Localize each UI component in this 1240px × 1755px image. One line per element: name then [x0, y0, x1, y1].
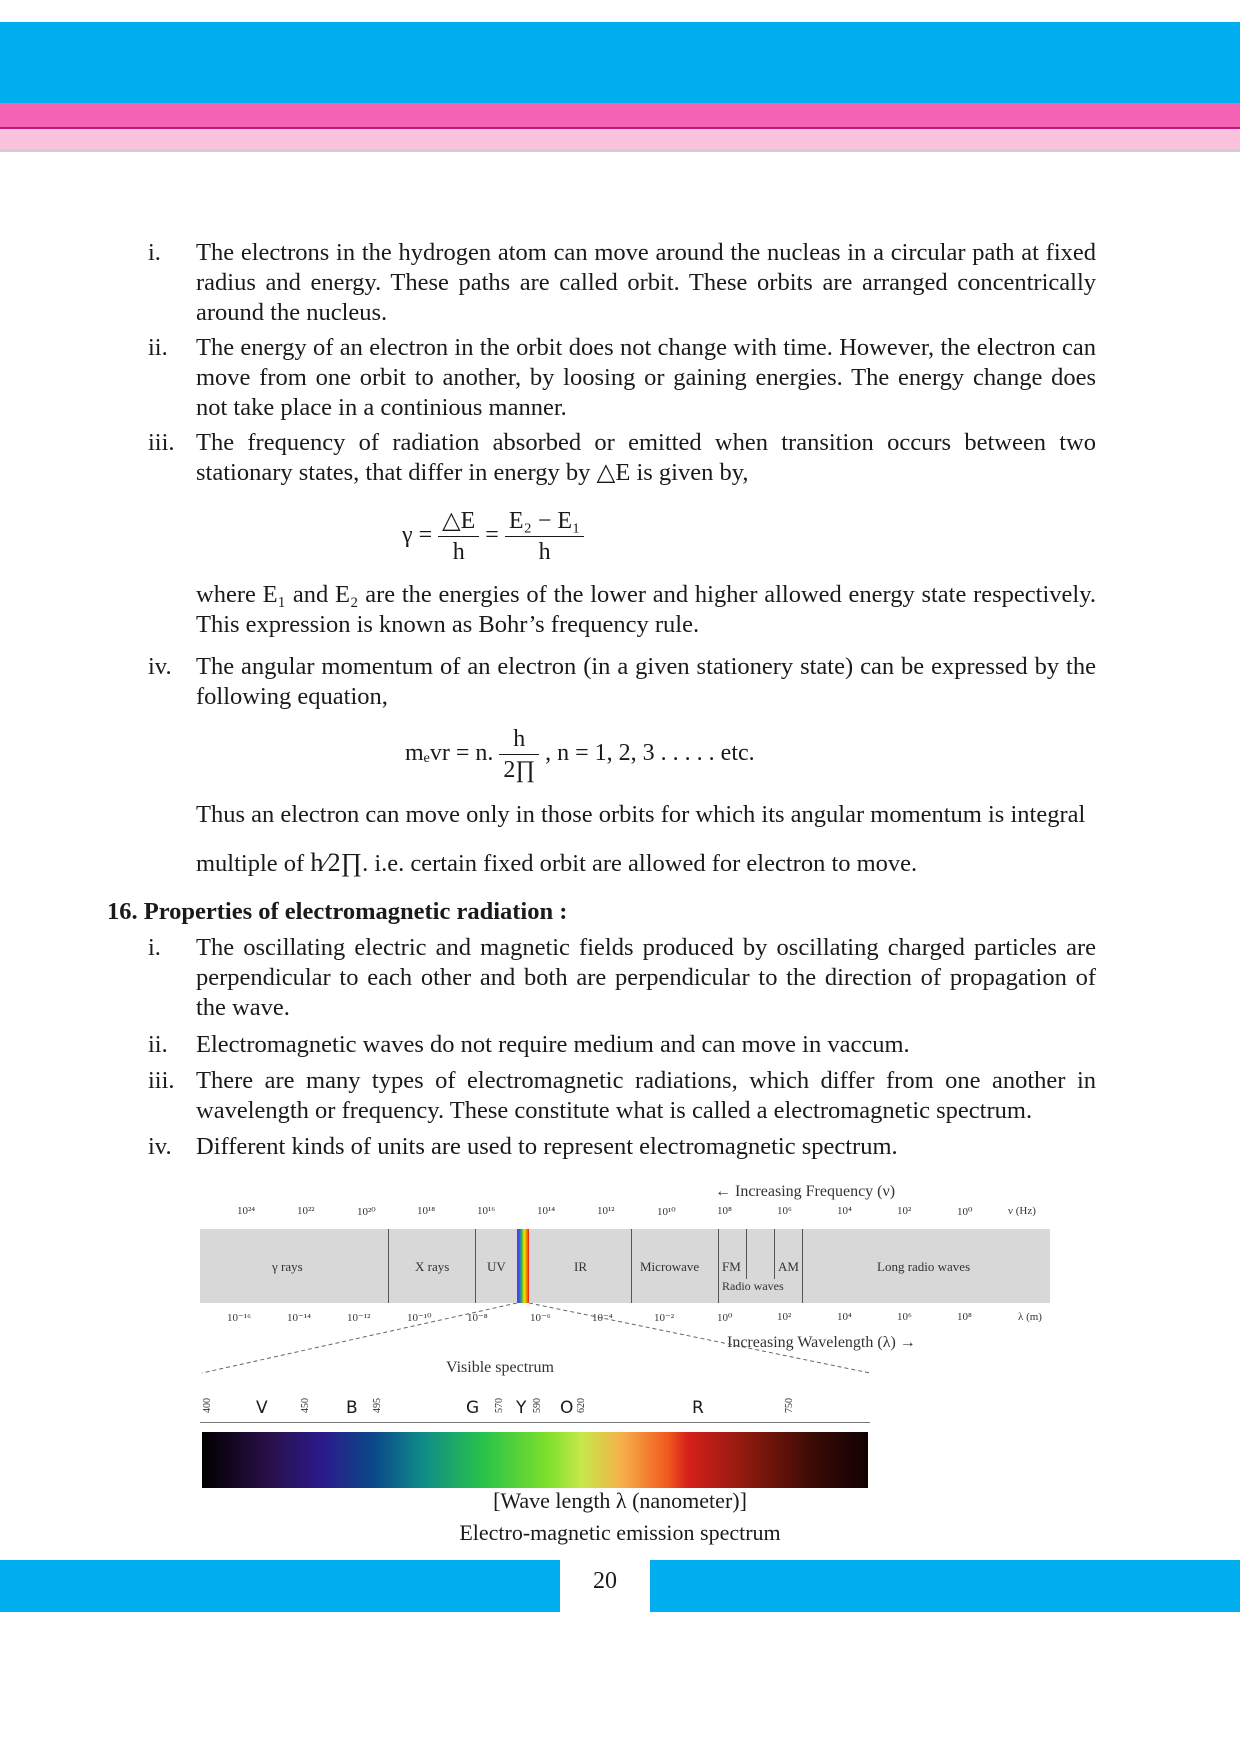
freq-tick: 10⁶	[777, 1205, 792, 1217]
nm-tick: 400	[202, 1398, 213, 1413]
wave-tick: 10⁻⁴	[592, 1312, 613, 1324]
spectrum-band	[200, 1229, 1050, 1303]
list-text: Electromagnetic waves do not require medium and can move in vaccum.	[196, 1031, 910, 1058]
wavelength-axis-label: Increasing Wavelength (λ) →	[727, 1334, 916, 1351]
equation-lhs: mₑvr = n.	[405, 740, 494, 767]
nm-tick: 590	[532, 1398, 543, 1413]
wave-tick: 10⁻¹²	[347, 1312, 371, 1324]
band-xray: X rays	[415, 1259, 450, 1274]
list-text: Different kinds of units are used to represent electromagnetic spectrum.	[196, 1133, 898, 1160]
frequency-ticks	[237, 1205, 973, 1221]
list-text: The oscillating electric and magnetic fields produced by oscillating charged particles are perpendicular to each other and both are perpendicular to the direction of propagation of the wave.	[196, 934, 1096, 1021]
band-am: AM	[778, 1259, 799, 1274]
wave-tick: 10⁰	[717, 1312, 733, 1324]
fraction	[505, 506, 585, 567]
em-spectrum-figure	[200, 1175, 1060, 1495]
numerator: △E	[438, 506, 479, 537]
color-r: R	[692, 1398, 704, 1418]
list-text: The angular momentum of an electron (in a given stationery state) can be expressed by the following equation,	[196, 653, 1096, 710]
nm-tick: 620	[576, 1398, 587, 1413]
list-item	[148, 428, 1096, 488]
list-item	[148, 333, 1096, 423]
freq-tick: 10⁰	[957, 1206, 973, 1218]
wave-tick: 10⁻⁶	[530, 1312, 551, 1324]
where-text: where E₁ and E₂ are the energies of the lower and higher allowed energy state respectively. This expression is known as Bohr’s frequency rule.	[196, 581, 1096, 638]
band-ir: IR	[574, 1259, 587, 1274]
color-g: G	[466, 1398, 480, 1418]
nm-tick: 450	[300, 1398, 311, 1413]
freq-tick: 10²⁰	[357, 1206, 376, 1218]
wave-tick: 10²	[777, 1311, 792, 1323]
band-fm: FM	[722, 1259, 741, 1274]
wave-tick: 10⁻²	[654, 1312, 675, 1324]
wave-tick: 10⁻⁸	[467, 1312, 488, 1324]
band-divider	[718, 1229, 719, 1303]
freq-tick: 10¹⁰	[657, 1206, 676, 1218]
freq-tick: 10¹⁶	[477, 1205, 496, 1217]
list-text: The electrons in the hydrogen atom can move around the nucleas in a circular path at fixed radius and energy. These paths are called orbit. These orbits are arranged concentrically around the nucleus.	[196, 239, 1096, 326]
freq-tick: 10¹⁴	[537, 1205, 556, 1217]
list-item	[148, 238, 1096, 328]
freq-tick: 10⁴	[837, 1205, 852, 1217]
band-gamma: γ rays	[272, 1259, 303, 1274]
wave-tick: 10⁶	[897, 1311, 912, 1323]
section-heading: 16. Properties of electromagnetic radiation :	[107, 898, 568, 925]
wavelength-unit: λ (m)	[1018, 1311, 1042, 1323]
color-o: O	[560, 1398, 574, 1418]
visible-zoom-lines	[200, 1303, 1060, 1403]
denominator: h	[538, 539, 551, 565]
freq-tick: 10¹²	[597, 1205, 615, 1217]
band-long-radio: Long radio waves	[877, 1259, 971, 1274]
freq-tick: 10²	[897, 1205, 912, 1217]
wave-tick: 10⁻¹⁰	[407, 1312, 432, 1324]
visible-spectrum-gradient	[202, 1432, 868, 1488]
where-paragraph	[196, 580, 1096, 640]
visible-band	[517, 1229, 529, 1303]
thus-paragraph	[196, 800, 1096, 830]
equals-sign: =	[485, 522, 499, 549]
band-divider	[475, 1229, 476, 1303]
band-uv: UV	[487, 1259, 506, 1274]
color-y: Y	[516, 1398, 527, 1418]
freq-tick: 10²²	[297, 1205, 315, 1217]
wave-tick: 10⁻¹⁴	[287, 1312, 311, 1324]
freq-tick: 10²⁴	[237, 1205, 256, 1217]
visible-color-labels	[200, 1390, 870, 1423]
list-item	[148, 933, 1096, 1023]
band-microwave: Microwave	[640, 1259, 700, 1274]
nm-tick: 495	[372, 1398, 383, 1413]
list-number: iv.	[148, 1133, 172, 1160]
thus-text: Thus an electron can move only in those orbits for which its angular momentum is integral	[196, 801, 1086, 828]
list-item	[148, 1066, 1096, 1126]
wave-tick: 10⁴	[837, 1311, 852, 1323]
nm-tick: 570	[494, 1398, 505, 1413]
frequency-unit: ν (Hz)	[1008, 1205, 1036, 1217]
numerator: E₂ − E₁	[505, 506, 585, 537]
color-v: V	[256, 1398, 268, 1418]
visible-spectrum-label: Visible spectrum	[446, 1359, 554, 1376]
figure-caption-wavelength: [Wave length λ (nanometer)]	[493, 1488, 747, 1513]
band-divider	[631, 1229, 632, 1303]
multiple-line	[196, 848, 1096, 879]
wave-tick: 10⁸	[957, 1311, 972, 1323]
multiple-post: . i.e. certain fixed orbit are allowed for electron to move.	[362, 850, 918, 877]
denominator: 2∏	[503, 757, 536, 783]
footer-band-left	[0, 1560, 560, 1612]
list-text: The frequency of radiation absorbed or emitted when transition occurs between two stationary states, that differ in energy by △E is given by,	[196, 429, 1096, 486]
equation-tail: , n = 1, 2, 3 . . . . . etc.	[545, 740, 755, 767]
bohr-frequency-equation	[402, 506, 584, 567]
list-number: iv.	[148, 653, 172, 680]
list-item	[148, 1030, 1096, 1060]
frequency-axis-label: ← Increasing Frequency (ν)	[715, 1183, 896, 1200]
nm-tick: 750	[784, 1398, 795, 1413]
numerator: h	[499, 724, 539, 755]
denominator: h	[452, 539, 465, 565]
list-number: ii.	[148, 1031, 168, 1058]
band-radio: Radio waves	[722, 1279, 784, 1293]
list-text: There are many types of electromagnetic radiations, which differ from one another in wavelength or frequency. These constitute what is called a electromagnetic spectrum.	[196, 1067, 1096, 1124]
color-b: B	[346, 1398, 358, 1418]
header-band-pink	[0, 103, 1240, 129]
header-band-blue	[0, 22, 1240, 103]
list-item	[148, 1132, 1096, 1162]
list-number: ii.	[148, 334, 168, 361]
band-divider	[802, 1229, 803, 1303]
fraction	[438, 506, 479, 567]
equation-lhs: γ =	[402, 522, 433, 549]
list-item	[148, 652, 1096, 712]
list-number: i.	[148, 934, 161, 961]
angular-momentum-equation	[405, 724, 755, 785]
list-text: The energy of an electron in the orbit does not change with time. However, the electron can move from one orbit to another, by loosing or gaining energies. The energy change does not take place in a continious manner.	[196, 334, 1096, 421]
list-number: iii.	[148, 429, 175, 456]
footer-band-right	[650, 1560, 1240, 1612]
fraction	[499, 724, 539, 785]
figure-caption-title: Electro-magnetic emission spectrum	[459, 1520, 781, 1545]
multiple-pre: multiple of	[196, 850, 305, 877]
freq-tick: 10⁸	[717, 1205, 732, 1217]
list-number: i.	[148, 239, 161, 266]
band-divider	[774, 1229, 775, 1279]
page-number: 20	[593, 1568, 617, 1594]
header-band-pink-light	[0, 129, 1240, 152]
h-over-2pi: h⁄2∏	[310, 848, 363, 877]
band-divider	[746, 1229, 747, 1279]
wave-tick: 10⁻¹⁶	[227, 1312, 251, 1324]
freq-tick: 10¹⁸	[417, 1205, 436, 1217]
list-number: iii.	[148, 1067, 175, 1094]
band-divider	[388, 1229, 389, 1303]
